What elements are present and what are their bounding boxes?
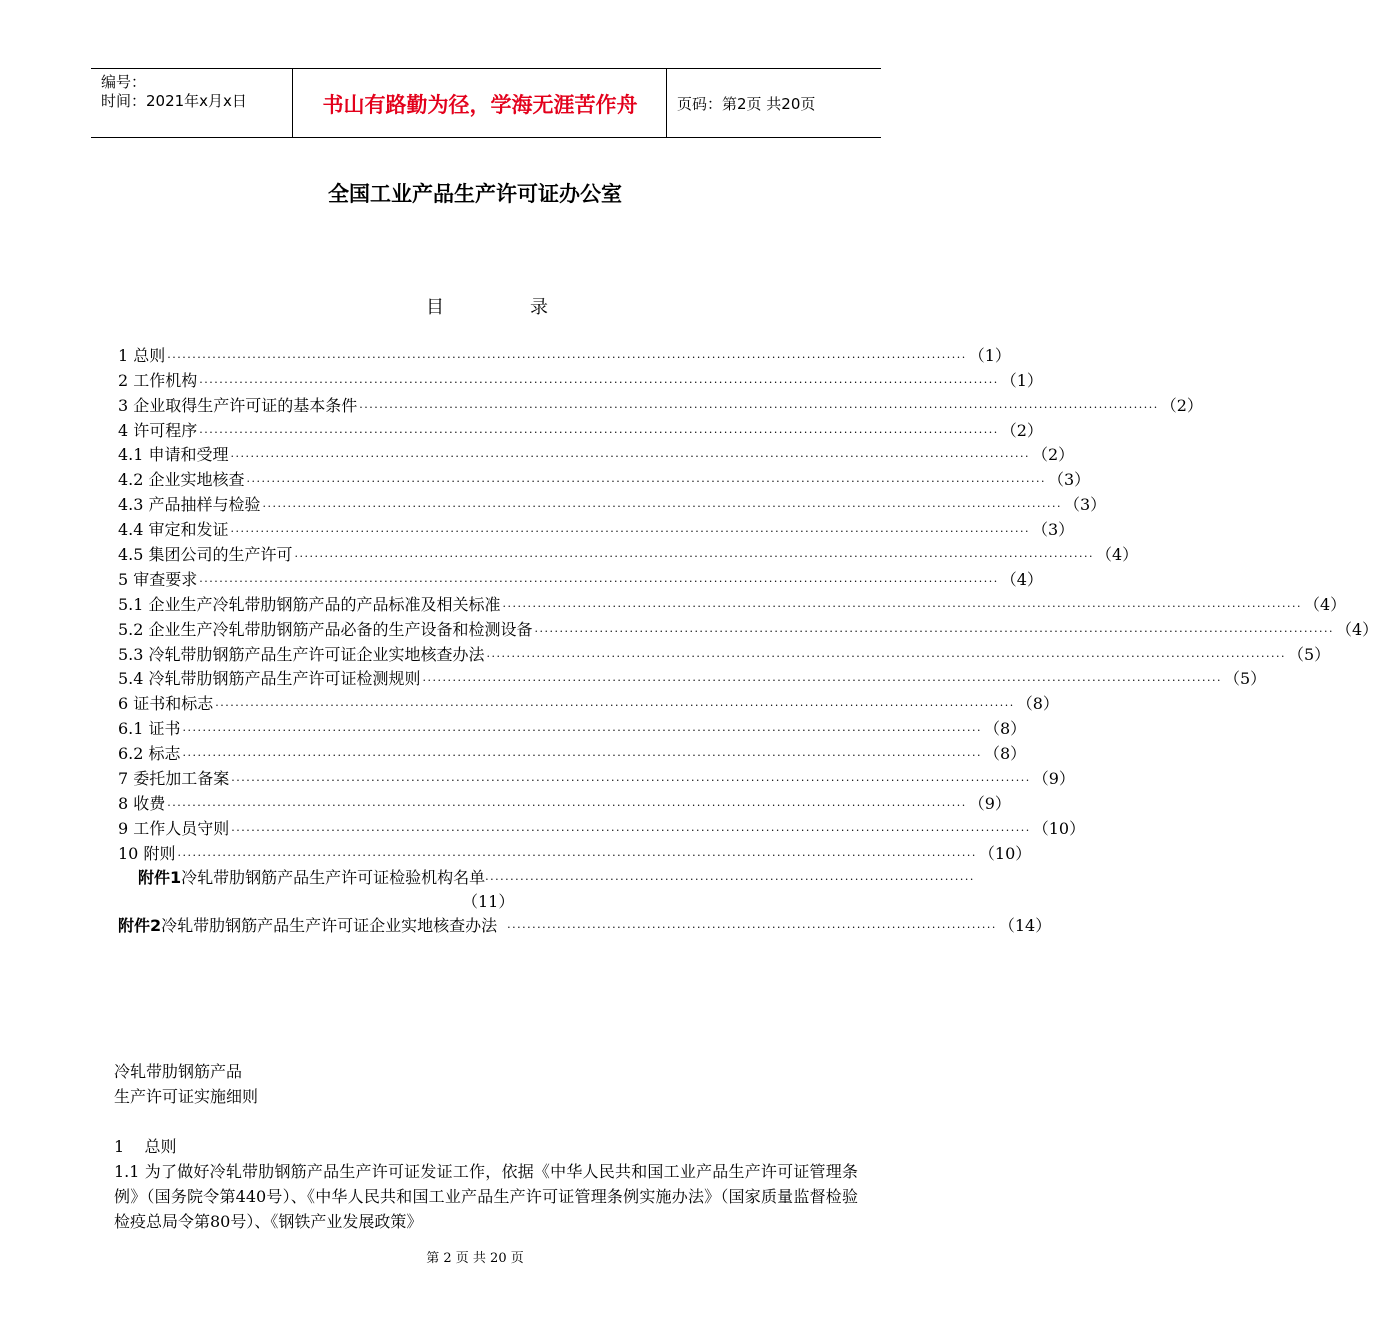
toc-leader-dots: ·································································································· [507,921,997,934]
toc-leader-dots: ································································································································································ [199,425,999,439]
toc-entry[interactable] [118,492,1107,517]
toc-entry-page: （2） [1000,420,1043,440]
toc-entry-label: 8 收费 [118,793,166,813]
appendix-page: （11） [462,892,515,911]
toc-appendix-2[interactable] [118,914,1052,938]
toc-entry-label: 5.4 冷轧带肋钢筋产品生产许可证检测规则 [118,669,421,689]
toc-entry-page: （3） [1032,520,1075,540]
toc-leader-dots: ································································································································································ [230,525,1030,539]
toc-entry-page: （8） [984,744,1027,764]
toc-entry[interactable] [118,617,1378,642]
toc-entry-label: 5.2 企业生产冷轧带肋钢筋产品必备的生产设备和检测设备 [118,619,533,639]
toc-entry-page: （5） [1224,669,1267,689]
toc-entry-label: 4.2 企业实地核查 [118,470,245,490]
toc-entry[interactable] [118,343,1011,368]
toc-entry-page: （3） [1048,470,1091,490]
toc-entry[interactable] [118,592,1347,617]
toc-entry-page: （2） [1032,445,1075,465]
toc-entry-label: 2 工作机构 [118,370,198,390]
toc-entry-page: （8） [1016,694,1059,714]
header-motto: 书山有路勤为径，学海无涯苦作舟 [322,93,638,117]
toc-entry-page: （4） [1096,545,1139,565]
toc-leader-dots: ································································································································································ [182,724,982,738]
toc-entry-page: （4） [1000,569,1043,589]
toc-leader-dots: ································································································································································ [231,774,1031,788]
toc-leader-dots: ································································································································································ [167,798,967,812]
toc-leader-dots: ································································································································································ [422,674,1222,688]
toc-entry-page: （3） [1064,495,1107,515]
toc-entry-page: （10） [978,843,1032,863]
toc-entry-page: （9） [1032,769,1075,789]
toc-leader-dots: ································································································································································ [246,475,1046,489]
footer-page-number: 第 2 页 共 20 页 [426,1251,524,1266]
toc-entry-label: 1 总则 [118,345,166,365]
toc-entry[interactable] [118,567,1043,592]
toc-entry-label: 5.3 冷轧带肋钢筋产品生产许可证企业实地核查办法 [118,644,485,664]
appendix-title: 冷轧带肋钢筋产品生产许可证检验机构名单 [181,868,486,887]
toc-entry[interactable] [118,691,1059,716]
toc-entry-label: 10 附则 [118,843,176,863]
toc-leader-dots: ································································································································································ [486,649,1286,663]
toc-entry-label: 6.1 证书 [118,719,181,739]
toc-leader-dots: ································································································································································ [182,749,982,763]
toc-entry-label: 4.4 审定和发证 [118,520,229,540]
toc-entry-page: （4） [1336,619,1378,639]
header-meta [101,73,247,111]
code-label: 编号： [101,73,147,91]
toc-entry-page: （4） [1304,594,1347,614]
toc-leader-dots: ································································································································································ [502,599,1302,613]
doc-title-line-1: 冷轧带肋钢筋产品 [114,1062,243,1081]
toc-entry-label: 6 证书和标志 [118,694,214,714]
toc-entry[interactable] [118,791,1011,816]
toc-entry-page: （10） [1032,818,1086,838]
toc-entry[interactable] [118,841,1032,866]
toc-entry[interactable] [118,542,1139,567]
toc-entry-label: 5.1 企业生产冷轧带肋钢筋产品的产品标准及相关标准 [118,594,501,614]
toc-entry[interactable] [118,716,1027,741]
appendix-tag: 附件1 [138,868,182,887]
toc-appendix-1[interactable] [138,866,975,890]
toc-entry-page: （5） [1288,644,1331,664]
toc-entry[interactable] [118,667,1267,692]
toc-leader-dots: ································································································································································ [231,823,1031,837]
toc-entry[interactable] [118,443,1075,468]
toc-entry-page: （1） [968,345,1011,365]
appendix-title: 冷轧带肋钢筋产品生产许可证企业实地核查办法 [161,916,498,935]
toc-entry[interactable] [118,741,1027,766]
toc-entry[interactable] [118,816,1086,841]
table-of-contents [118,343,1378,866]
toc-entry-label: 3 企业取得生产许可证的基本条件 [118,395,358,415]
toc-entry[interactable] [118,393,1203,418]
toc-leader-dots: ································································································································································ [215,699,1015,713]
toc-leader-dots: ································································································································································ [199,375,999,389]
appendix-tag: 附件2 [118,916,162,935]
toc-leader-dots: ································································································································································ [534,624,1334,638]
toc-entry-label: 5 审查要求 [118,569,198,589]
toc-leader-dots: ································································································································································ [177,848,977,862]
toc-leader-dots: ································································································································································ [294,550,1094,564]
toc-entry-label: 4 许可程序 [118,420,198,440]
toc-entry[interactable] [118,368,1043,393]
toc-entry[interactable] [118,766,1075,791]
doc-title-line-2: 生产许可证实施细则 [114,1087,259,1106]
toc-heading-left: 目 [426,297,444,318]
toc-heading-right: 录 [530,297,548,318]
toc-entry[interactable] [118,418,1043,443]
toc-entry[interactable] [118,642,1331,667]
toc-entry[interactable] [118,517,1075,542]
header-page-number: 页码：第2页 共20页 [677,95,816,113]
toc-leader-dots: ································································································································································ [199,574,999,588]
office-title: 全国工业产品生产许可证办公室 [328,182,622,206]
toc-entry-label: 6.2 标志 [118,744,181,764]
toc-leader-dots: ································································································································································ [230,450,1030,464]
toc-leader-dots: ································································································································································ [359,400,1159,414]
toc-entry-label: 4.1 申请和受理 [118,445,229,465]
toc-entry-page: （8） [984,719,1027,739]
toc-entry-page: （2） [1160,395,1203,415]
toc-entry-label: 4.3 产品抽样与检验 [118,495,261,515]
toc-leader-dots: ································································································································································ [167,350,967,364]
page-header [91,68,881,138]
section-heading: 1 总则 [114,1137,177,1156]
toc-entry-label: 9 工作人员守则 [118,818,230,838]
header-divider [666,69,667,137]
section-paragraph: 1.1 为了做好冷轧带肋钢筋产品生产许可证发证工作，依据《中华人民共和国工业产品生产许可证管理条例》（国务院令第440号）、《中华人民共和国工业产品生产许可证管理条例实施办法》（国家质量监督检验检疫总局令第80号）、《钢铁产业发展政策》 [114,1162,858,1231]
toc-entry[interactable] [118,467,1091,492]
toc-entry-label: 4.5 集团公司的生产许可 [118,545,293,565]
toc-entry-page: （1） [1000,370,1043,390]
toc-entry-label: 7 委托加工备案 [118,769,230,789]
toc-leader-dots: ·································································································· [485,873,975,886]
toc-leader-dots: ································································································································································ [262,500,1062,514]
time-label: 时间：2021年x月x日 [101,92,247,110]
appendix-page: （14） [998,916,1052,935]
toc-entry-page: （9） [968,793,1011,813]
